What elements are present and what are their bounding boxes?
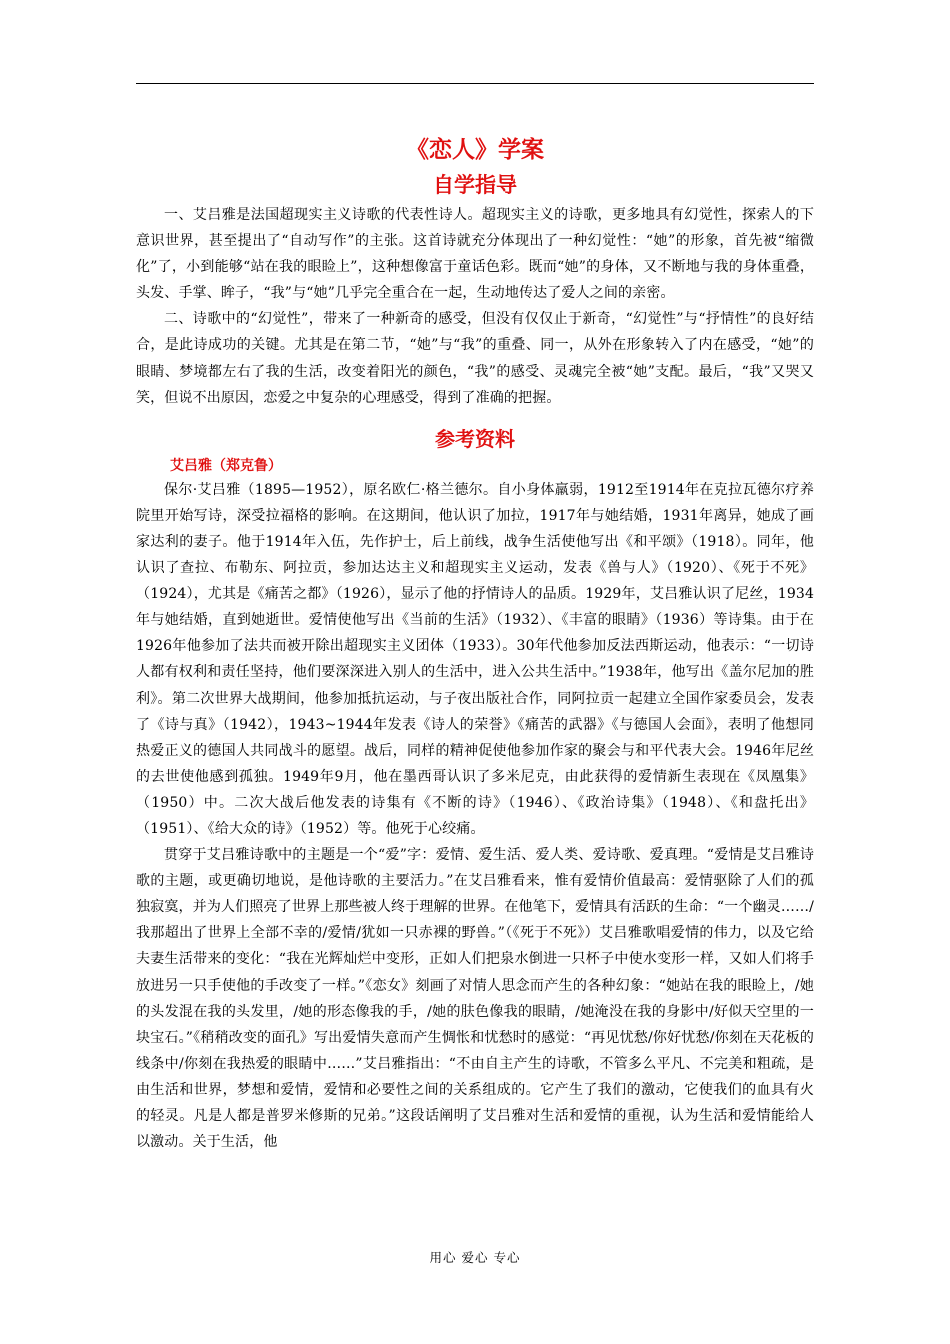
article-author-heading: 艾吕雅（郑克鲁）	[170, 457, 282, 474]
page-title: 《恋人》学案	[406, 137, 544, 163]
paragraph: 一、艾吕雅是法国超现实主义诗歌的代表性诗人。超现实主义的诗歌，更多地具有幻觉性，探索人的下意识世界，甚至提出了“自动写作”的主张。这首诗就充分体现出了一种幻觉性：“她”的形象，首先被“缩微化”了，小到能够“站在我的眼睑上”，这种想像富于童话色彩。既而“她”的身体，又不断地与我的身体重叠，头发、手掌、眸子，“我”与“她”几乎完全重合在一起，生动地传达了爱人之间的亲密。	[136, 207, 814, 302]
paragraph: 贯穿于艾吕雅诗歌中的主题是一个“爱”字：爱情、爱生活、爱人类、爱诗歌、爱真理。“爱情是艾吕雅诗歌的主题，或更确切地说，是他诗歌的主要活力。”在艾吕雅看来，惟有爱情价值最高：爱情驱除了人们的孤独寂寞，并为人们照亮了世界上那些被人终于理解的世界。在他笔下，爱情具有活跃的生命：“一个幽灵……/我那超出了世界上全部不幸的/爱情/犹如一只赤裸的野兽。”（《死于不死》）艾吕雅歌唱爱情的伟力，以及它给夫妻生活带来的变化：“我在光辉灿烂中变形，正如人们把泉水倒进一只杯子中使水变形一样，又如人们将手放进另一只手使他的手改变了一样。”《恋女》刻画了对情人思念而产生的各种幻象：“她站在我的眼睑上，/她的头发混在我的头发里，/她的形态像我的手，/她的肤色像我的眼睛，/她淹没在我的身影中/好似天空里的一块宝石。”《稍稍改变的面孔》写出爱情失意而产生惆怅和忧愁时的感觉：“再见忧愁/你好忧愁/你刻在天花板的线条中/你刻在我热爱的眼睛中……”艾吕雅指出：“不由自主产生的诗歌，不管多么平凡、不完美和粗疏，是由生活和世界，梦想和爱情，爱情和必要性之间的关系组成的。它产生了我们的激动，它使我们的血具有火的轻灵。凡是人都是普罗米修斯的兄弟。”这段话阐明了艾吕雅对生活和爱情的重视，认为生活和爱情能给人以激动。关于生活，他	[136, 847, 814, 1151]
section-heading-references: 参考资料	[435, 426, 515, 451]
paragraph: 保尔·艾吕雅（1895—1952），原名欧仁·格兰德尔。自小身体羸弱，1912至1914年在克拉瓦德尔疗养院里开始写诗，深受拉福格的影响。在这期间，他认识了加拉，1917年与她结婚，1931年离异，她成了画家达利的妻子。他于1914年入伍，先作护士，后上前线，战争生活使他写出《和平颂》（1918）。同年，他认识了查拉、布勒东、阿拉贡，参加达达主义和超现实主义运动，发表《兽与人》（1920）、《死于不死》（1924），尤其是《痛苦之都》（1926），显示了他的抒情诗人的品质。1929年，艾吕雅认识了尼丝，1934年与她结婚，直到她逝世。爱情使他写出《当前的生活》（1932）、《丰富的眼睛》（1936）等诗集。由于在1926年他参加了法共而被开除出超现实主义团体（1933）。30年代他参加反法西斯运动，他表示：“一切诗人都有权利和责任坚持，他们要深深进入别人的生活中，进入公共生活中。”1938年，他写出《盖尔尼加的胜利》。第二次世界大战期间，他参加抵抗运动，与子夜出版社合作，同阿拉贡一起建立全国作家委员会，发表了《诗与真》（1942），1943~1944年发表《诗人的荣誉》《痛苦的武器》《与德国人会面》，表明了他想同热爱正义的德国人共同战斗的愿望。战后，同样的精神促使他参加作家的聚会与和平代表大会。1946年尼丝的去世使他感到孤独。1949年9月，他在墨西哥认识了多米尼克，由此获得的爱情新生表现在《凤凰集》（1950）中。二次大战后他发表的诗集有《不断的诗》（1946）、《政治诗集》（1948）、《和盘托出》（1951）、《给大众的诗》（1952）等。他死于心绞痛。	[136, 481, 814, 837]
page-footer: 用心 爱心 专心	[429, 1250, 521, 1265]
section-heading-self-study: 自学指导	[433, 173, 517, 197]
page-content	[136, 132, 814, 1155]
paragraph: 二、诗歌中的“幻觉性”，带来了一种新奇的感受，但没有仅仅止于新奇，“幻觉性”与“抒情性”的良好结合，是此诗成功的关键。尤其是在第二节，“她”与“我”的重叠、同一，从外在形象转入了内在感受，“她”的眼睛、梦境都左右了我的生活，改变着阳光的颜色，“我”的感受、灵魂完全被“她”支配。最后，“我”又哭又笑，但说不出原因，恋爱之中复杂的心理感受，得到了准确的把握。	[136, 311, 814, 406]
header-rule	[136, 83, 814, 84]
